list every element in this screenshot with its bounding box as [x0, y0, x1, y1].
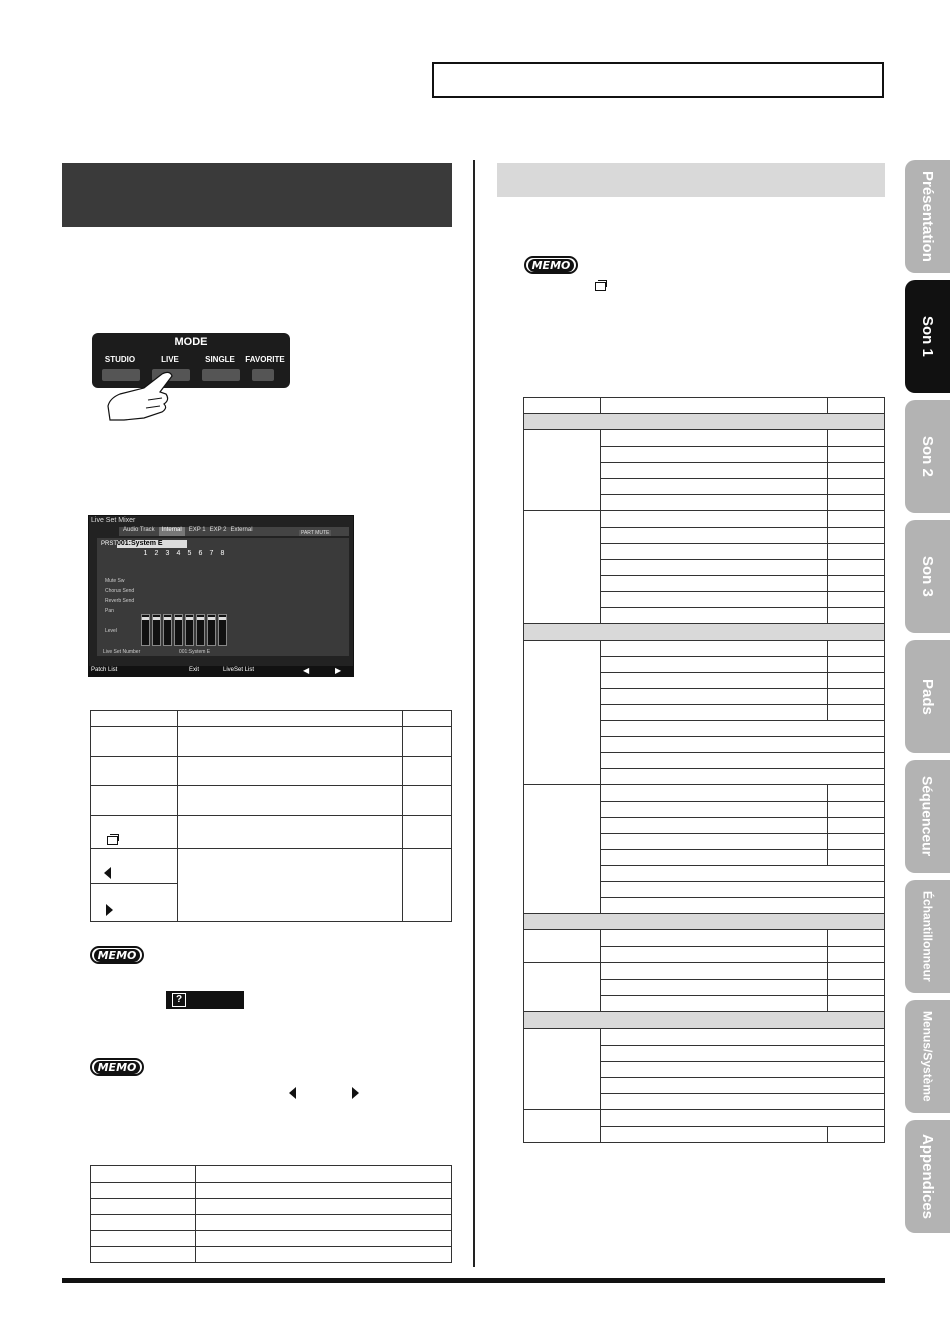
- page-header-box: [432, 62, 884, 98]
- tab-label: Séquenceur: [919, 776, 936, 857]
- section-heading-dark: [62, 163, 452, 227]
- row-label-reverb: Reverb Send: [105, 598, 135, 604]
- screen-row-labels: [105, 576, 134, 636]
- left-bottom-table: [90, 1165, 452, 1263]
- memo-badge: [90, 946, 144, 964]
- window-icon: [107, 836, 118, 845]
- screen-footer-exit[interactable]: Exit: [189, 667, 200, 673]
- memo-label: MEMO: [528, 259, 575, 272]
- screen-title: Live Set Mixer: [91, 517, 136, 524]
- mode-label-single: SINGLE: [205, 355, 235, 364]
- tab-label: Son 3: [919, 556, 936, 597]
- pointing-hand-icon: [104, 370, 184, 422]
- single-button[interactable]: [202, 369, 240, 381]
- column-divider: [473, 160, 475, 1267]
- level-fader[interactable]: [218, 614, 227, 646]
- level-fader[interactable]: [141, 614, 150, 646]
- right-arrow-icon: [106, 904, 113, 916]
- tab-echantillonneur[interactable]: [905, 880, 950, 993]
- tab-label: Son 2: [919, 436, 936, 477]
- channel-number[interactable]: 3: [165, 550, 170, 557]
- mode-panel-title: MODE: [174, 336, 208, 348]
- channel-number[interactable]: 4: [176, 550, 181, 557]
- screen-tab-audio-track[interactable]: Audio Track: [123, 527, 155, 533]
- channel-number[interactable]: 6: [198, 550, 203, 557]
- row-label-level: Level: [105, 628, 117, 634]
- tab-label: Échantillonneur: [920, 891, 935, 982]
- tab-label: Menus/Système: [920, 1011, 935, 1102]
- channel-number[interactable]: 1: [143, 550, 148, 557]
- tab-son-2[interactable]: [905, 400, 950, 513]
- screen-footer-patch-list[interactable]: Patch List: [91, 667, 118, 673]
- row-label-chorus: Chorus Send: [105, 588, 135, 594]
- screen-status-value: 001:System E: [179, 649, 211, 655]
- mode-label-favorite: FAVORITE: [245, 355, 285, 364]
- level-fader[interactable]: [196, 614, 205, 646]
- right-arrow-icon: [352, 1087, 359, 1099]
- tab-pads[interactable]: [905, 640, 950, 753]
- screen-preset-prefix: PRST: [101, 541, 118, 547]
- channel-number[interactable]: 5: [187, 550, 192, 557]
- tab-son-3[interactable]: [905, 520, 950, 633]
- screen-prev-arrow-icon[interactable]: ◀: [303, 666, 310, 675]
- tab-presentation[interactable]: [905, 160, 950, 273]
- window-icon: [595, 282, 606, 291]
- tab-label: Présentation: [919, 171, 936, 262]
- tab-appendices[interactable]: [905, 1120, 950, 1233]
- memo-label: MEMO: [94, 949, 141, 962]
- screen-tab-internal[interactable]: Internal: [159, 527, 185, 536]
- mode-label-live: LIVE: [161, 355, 179, 364]
- level-fader[interactable]: [163, 614, 172, 646]
- help-bar-illustration: [166, 991, 244, 1009]
- left-arrow-icon: [104, 867, 111, 879]
- screen-preset-name: 001:System E: [117, 540, 187, 548]
- section-heading-light: [497, 163, 885, 197]
- row-label-pan: Pan: [105, 608, 114, 614]
- screen-part-mute[interactable]: PART MUTE: [301, 530, 330, 536]
- memo-badge: [524, 256, 578, 274]
- tab-son-1[interactable]: [905, 280, 950, 393]
- tab-sequenceur[interactable]: [905, 760, 950, 873]
- mode-label-studio: STUDIO: [104, 355, 136, 364]
- level-fader[interactable]: [207, 614, 216, 646]
- screen-tab-external[interactable]: External: [230, 527, 253, 533]
- channel-number[interactable]: 2: [154, 550, 159, 557]
- help-question-icon: ?: [172, 993, 186, 1007]
- left-function-table: [90, 710, 452, 922]
- level-fader[interactable]: [152, 614, 161, 646]
- channel-number[interactable]: 7: [209, 550, 214, 557]
- row-label-mute: Mute Sw: [105, 578, 125, 584]
- screen-status: Live Set Number: [103, 649, 141, 655]
- tab-label: Appendices: [919, 1133, 936, 1220]
- right-parameter-table: [523, 397, 885, 1143]
- screen-tab-exp1[interactable]: EXP 1: [188, 527, 206, 533]
- footer-rule: [62, 1278, 885, 1283]
- tab-label: Son 1: [919, 316, 936, 357]
- screen-tab-exp2[interactable]: EXP 2: [209, 527, 227, 533]
- tab-label: Pads: [919, 678, 936, 715]
- left-arrow-icon: [289, 1087, 296, 1099]
- screen-next-arrow-icon[interactable]: ▶: [335, 666, 342, 675]
- level-fader[interactable]: [174, 614, 183, 646]
- favorite-button[interactable]: [252, 369, 274, 381]
- memo-label: MEMO: [94, 1061, 141, 1074]
- channel-number[interactable]: 8: [220, 550, 225, 557]
- level-fader[interactable]: [185, 614, 194, 646]
- live-set-mixer-screen: [88, 515, 354, 677]
- memo-badge: [90, 1058, 144, 1076]
- tab-menus-systeme[interactable]: [905, 1000, 950, 1113]
- screen-footer-liveset-list[interactable]: LiveSet List: [223, 667, 255, 673]
